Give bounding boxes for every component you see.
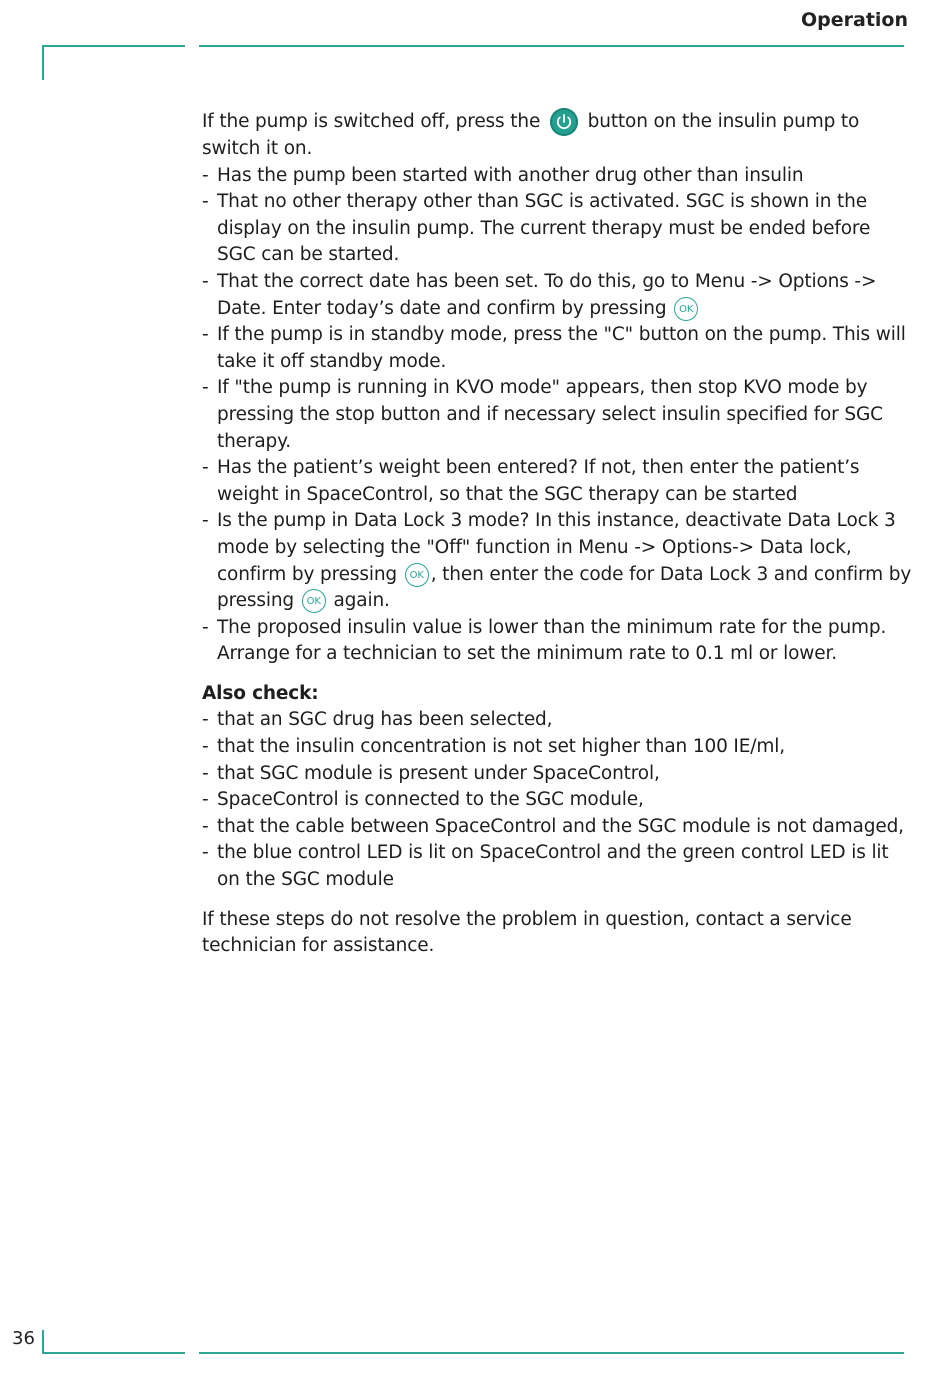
list-item-text: that an SGC drug has been selected, [217, 709, 553, 731]
list-item-text: the blue control LED is lit on SpaceControl and the green control LED is lit on the SGC module [217, 842, 889, 891]
list-item [202, 163, 914, 190]
list-item-text: If "the pump is running in KVO mode" appears, then stop KVO mode by pressing the stop button and if necessary select insulin specified for SGC therapy. [217, 377, 883, 452]
list-item-text: That no other therapy other than SGC is activated. SGC is shown in the display on the insulin pump. The current therapy must be ended before SGC can be started. [217, 191, 871, 266]
list-item [202, 734, 914, 761]
intro-text-start: If the pump is switched off, press the [202, 111, 541, 132]
header-rule-left [42, 45, 185, 47]
list-item-text: Has the patient’s weight been entered? If not, then enter the patient’s weight in SpaceControl, so that the SGC therapy can be started [217, 457, 860, 505]
header-rule-right [199, 45, 904, 47]
ok-icon: OK [674, 297, 698, 321]
list-item-text: That the correct date has been set. To do this, go to Menu -> Options -> Date. Enter today’s date and confirm by pressing [217, 270, 877, 319]
power-icon [550, 108, 578, 136]
page-number: 36 [12, 1328, 35, 1349]
list-item [202, 269, 914, 322]
list-item-text: , then enter the code for Data Lock 3 and confirm by pressing [217, 563, 912, 612]
also-check-list [202, 707, 914, 893]
list-item [202, 707, 914, 734]
intro-paragraph [202, 108, 914, 163]
list-item-text: Is the pump in Data Lock 3 mode? In this instance, deactivate Data Lock 3 mode by selecting the "Off" function in Menu -> Options-> Data lock, confirm by pressing [217, 510, 896, 585]
troubleshooting-list [202, 163, 914, 668]
list-item [202, 322, 914, 375]
list-item-text: that the cable between SpaceControl and the SGC module is not damaged, [217, 815, 904, 837]
list-item [202, 455, 914, 508]
intro-text-end: button on the insulin pump to switch it on. [202, 111, 860, 159]
list-item-text: that the insulin concentration is not set higher than 100 IE/ml, [217, 736, 785, 758]
list-item-text: that SGC module is present under SpaceControl, [217, 762, 660, 784]
list-item [202, 508, 914, 614]
list-item-text: again. [333, 590, 390, 612]
list-item [202, 814, 914, 841]
list-item [202, 375, 914, 455]
list-item-text: The proposed insulin value is lower than the minimum rate for the pump. Arrange for a technician to set the minimum rate to 0.1 ml or lower. [217, 616, 887, 665]
list-item [202, 840, 914, 893]
list-item-text: If the pump is in standby mode, press the "C" button on the pump. This will take it off standby mode. [217, 324, 906, 372]
ok-icon: OK [405, 563, 429, 587]
ok-icon: OK [302, 589, 326, 613]
list-item-text: SpaceControl is connected to the SGC module, [217, 789, 644, 811]
list-item [202, 761, 914, 788]
closing-paragraph: If these steps do not resolve the problem in question, contact a service technician for assistance. [202, 908, 852, 957]
list-item [202, 615, 914, 668]
header-rule-left-tick [42, 45, 44, 80]
list-item [202, 189, 914, 269]
page-content [202, 108, 914, 960]
also-check-heading: Also check: [202, 682, 319, 704]
list-item-text: Has the pump been started with another drug other than insulin [217, 164, 804, 186]
list-item [202, 787, 914, 814]
footer-rule-right [199, 1352, 904, 1354]
footer-rule-left [42, 1352, 185, 1354]
footer-rule-left-tick [42, 1330, 44, 1354]
section-title: Operation [800, 9, 908, 31]
